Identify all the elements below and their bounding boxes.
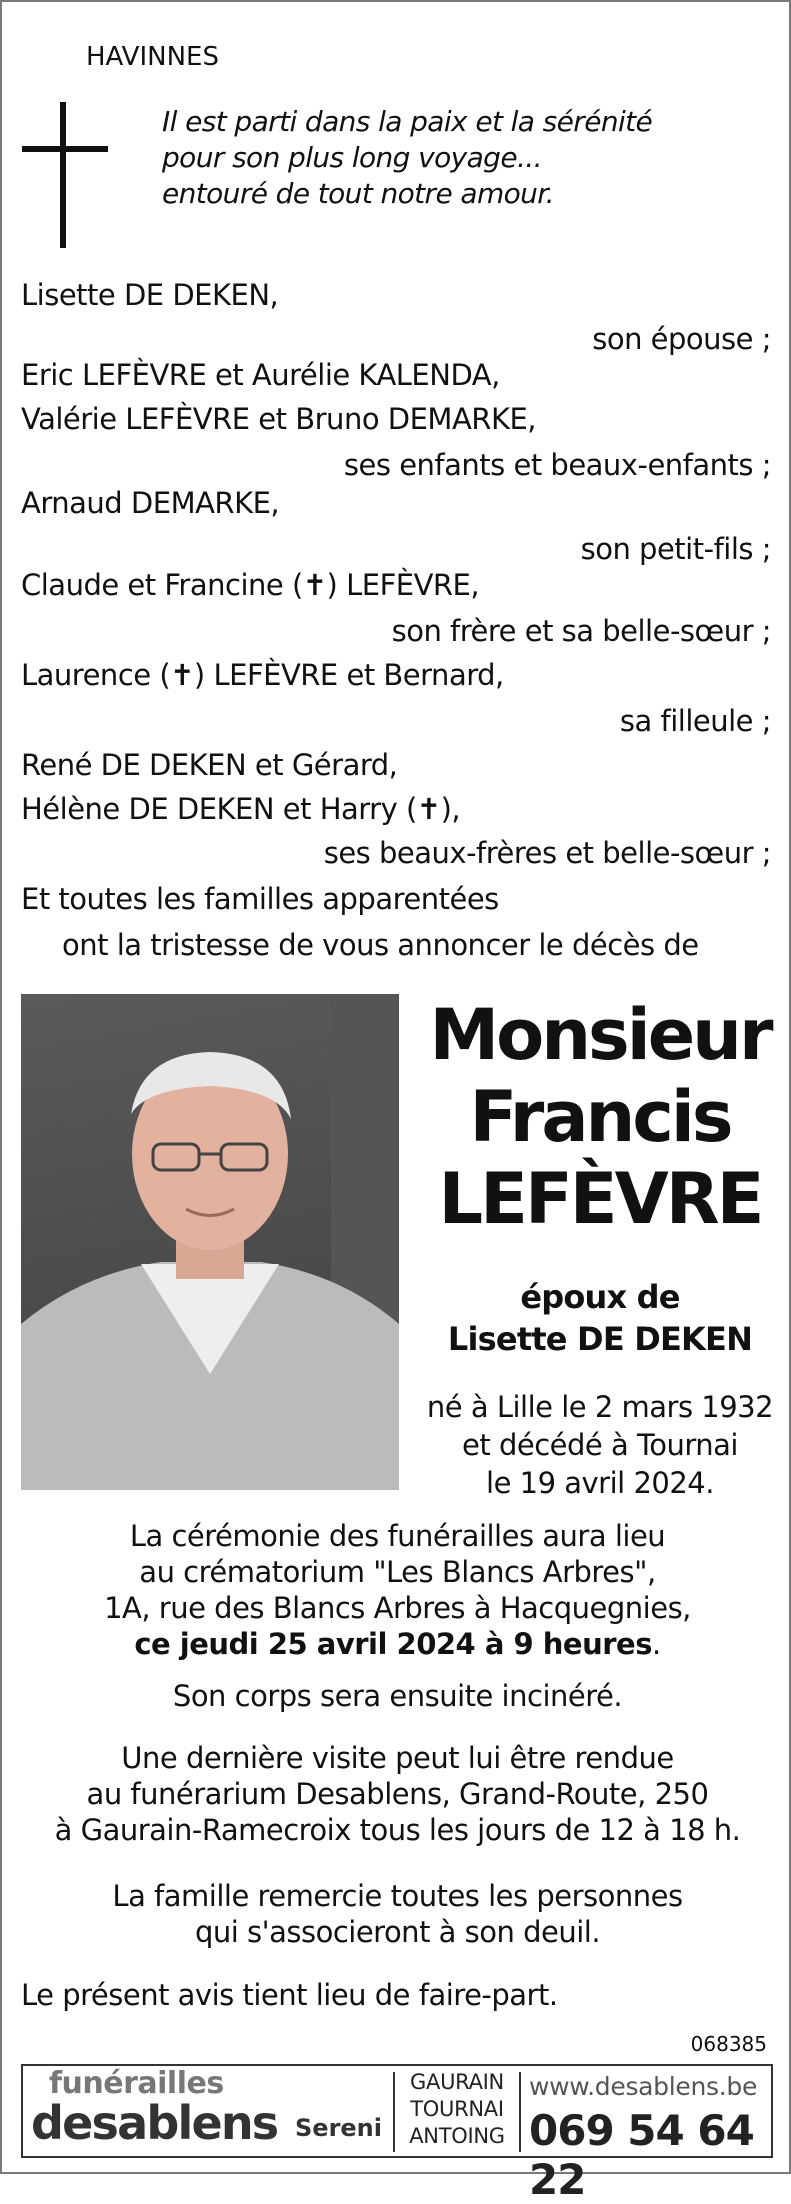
family-line: Valérie LEFÈVRE et Bruno DEMARKE, bbox=[21, 402, 537, 436]
family-line: Lisette DE DEKEN, bbox=[21, 278, 279, 312]
reference-number: 068385 bbox=[690, 2032, 767, 2056]
verse bbox=[162, 104, 652, 212]
visit-line: à Gaurain-Ramecroix tous les jours de 12 à 18 h. bbox=[54, 1813, 741, 1847]
city-gaurain: GAURAIN bbox=[410, 2070, 504, 2094]
family-line: Laurence (✝) LEFÈVRE et Bernard, bbox=[21, 658, 504, 692]
ceremony-date-after: . bbox=[651, 1627, 661, 1661]
funeral-home-banner bbox=[21, 2064, 773, 2204]
family-relation: son épouse ; bbox=[592, 322, 771, 356]
visit-line: Une dernière visite peut lui être rendue bbox=[121, 1741, 674, 1775]
ceremony-block bbox=[2, 1518, 791, 1662]
ceremony-line: La cérémonie des funérailles aura lieu bbox=[129, 1519, 666, 1553]
city-tournai: TOURNAI bbox=[410, 2097, 504, 2121]
deceased-name-block bbox=[410, 994, 790, 1240]
cross-icon bbox=[60, 102, 66, 248]
thanks-line: qui s'associeront à son deuil. bbox=[194, 1915, 601, 1949]
cremation-note: Son corps sera ensuite incinéré. bbox=[172, 1679, 623, 1713]
announcement-line: ont la tristesse de vous annoncer le décès de bbox=[62, 928, 699, 962]
family-line: Eric LEFÈVRE et Aurélie KALENDA, bbox=[21, 358, 500, 392]
deceased-first-name: Francis bbox=[469, 1076, 731, 1158]
family-relation: ses enfants et beaux-enfants ; bbox=[343, 448, 771, 482]
family-line: Arnaud DEMARKE, bbox=[21, 486, 280, 520]
ceremony-line: 1A, rue des Blancs Arbres à Hacquegnies, bbox=[104, 1591, 691, 1625]
spouse-block bbox=[410, 1276, 790, 1360]
family-relation: ses beaux-frères et belle-sœur ; bbox=[323, 836, 771, 870]
brand-sub-text: Sereni bbox=[295, 2114, 382, 2142]
brand-logo-text: desablens bbox=[31, 2096, 278, 2150]
verse-line: entouré de tout notre amour. bbox=[162, 177, 554, 210]
dates-block bbox=[410, 1388, 790, 1502]
city-antoing: ANTOING bbox=[409, 2124, 505, 2148]
family-line: René DE DEKEN et Gérard, bbox=[21, 748, 398, 782]
ceremony-line: au crématorium "Les Blancs Arbres", bbox=[139, 1555, 656, 1589]
ceremony-date-bold: ce jeudi 25 avril 2024 à 9 heures bbox=[134, 1627, 652, 1661]
closing-note: Le présent avis tient lieu de faire-part. bbox=[21, 1978, 558, 2012]
cross-icon-bar bbox=[22, 146, 108, 152]
deceased-title: Monsieur bbox=[429, 994, 771, 1076]
visit-line: au funérarium Desablens, Grand-Route, 250 bbox=[86, 1777, 709, 1811]
ceremony-date bbox=[2, 1626, 791, 1662]
family-line: Et toutes les familles apparentées bbox=[21, 882, 499, 916]
deceased-last-name: LEFÈVRE bbox=[438, 1158, 762, 1240]
family-relation: son petit-fils ; bbox=[580, 532, 771, 566]
date-line: né à Lille le 2 mars 1932 bbox=[426, 1390, 774, 1424]
family-line: Hélène DE DEKEN et Harry (✝), bbox=[21, 792, 461, 826]
visit-block bbox=[2, 1740, 791, 1848]
family-relation: son frère et sa belle-sœur ; bbox=[391, 614, 771, 648]
thanks-line: La famille remercie toutes les personnes bbox=[112, 1879, 683, 1913]
website-link[interactable]: www.desablens.be bbox=[529, 2072, 758, 2101]
banner-divider bbox=[519, 2072, 521, 2152]
verse-line: pour son plus long voyage... bbox=[162, 141, 542, 174]
spouse-line: époux de bbox=[520, 1278, 680, 1316]
family-relation: sa filleule ; bbox=[619, 704, 771, 738]
verse-line: Il est parti dans la paix et la sérénité bbox=[162, 105, 653, 138]
portrait-photo bbox=[21, 994, 399, 1490]
family-line: Claude et Francine (✝) LEFÈVRE, bbox=[21, 568, 480, 602]
phone-number[interactable]: 069 54 64 22 bbox=[529, 2106, 754, 2204]
date-line: et décédé à Tournai bbox=[462, 1428, 738, 1462]
town-name: HAVINNES bbox=[86, 42, 219, 72]
thanks-block bbox=[2, 1878, 791, 1950]
date-line: le 19 avril 2024. bbox=[486, 1466, 714, 1500]
spouse-name: Lisette DE DEKEN bbox=[447, 1320, 753, 1358]
brand-top-text: funérailles bbox=[49, 2066, 224, 2101]
